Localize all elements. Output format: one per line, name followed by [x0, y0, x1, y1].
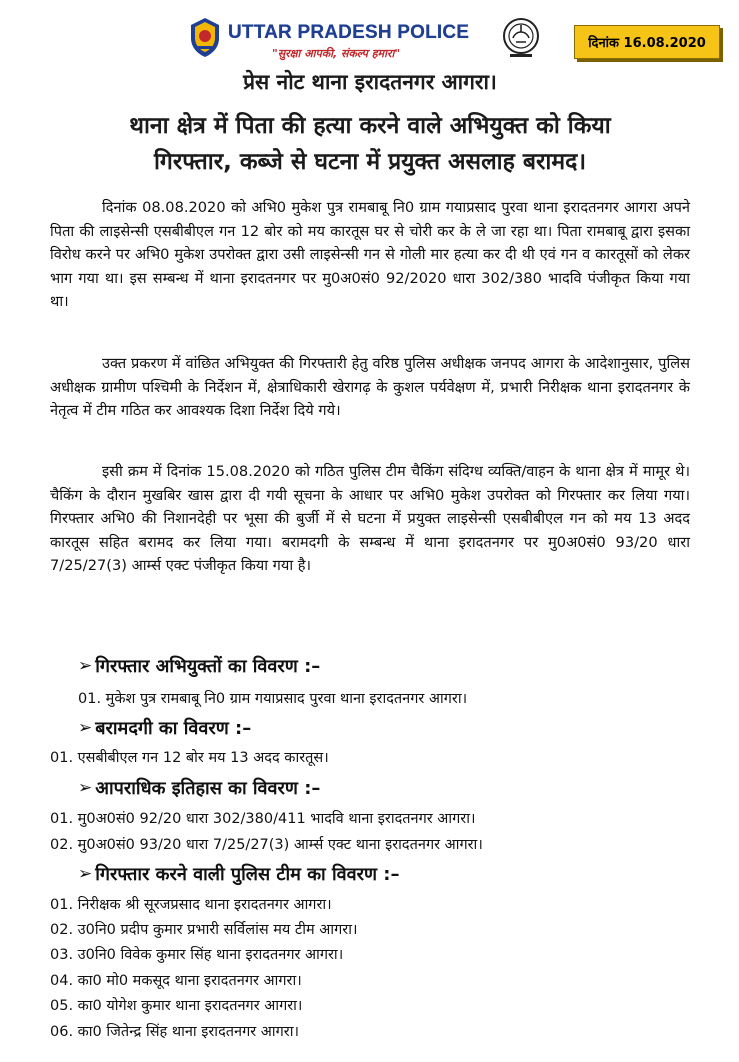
list-item: 01. मु0अ0सं0 92/20 धारा 302/380/411 भादवि थाना इरादतनगर आगरा। [50, 811, 476, 827]
section-heading-text: गिरफ्तार करने वाली पुलिस टीम का विवरण :– [95, 864, 400, 885]
up-police-badge-icon [188, 16, 222, 58]
section-heading-text: बरामदगी का विवरण :– [95, 718, 252, 739]
arrow-bullet-icon: ➢ [78, 718, 93, 738]
headline-line-2: गिरफ्तार, कब्जे से घटना में प्रयुक्त असलाह बरामद। [153, 149, 587, 175]
paragraph-incident: दिनांक 08.08.2020 को अभि0 मुकेश पुत्र रामबाबू नि0 ग्राम गयाप्रसाद पुरवा थाना इरादतनगर आगरा अपने पिता की लाइसेन्सी एसबीबीएल गन 12 बोर को मय कारतूस घर से चोरी कर के ले जा रहा था। पिता रामबाबू द्वारा इसका विरोध करने पर अभि0 मुकेश उपरोक्त द्वारा उसी लाइसेन्सी गन से गोली मार हत्या कर दी थी एवं गन व कारतूसों को लेकर भाग गया था। इस सम्बन्ध में थाना इरादतनगर पर मु0अ0सं0 92/2020 धारा 302/380 भादवि पंजीकृत किया गया था। [50, 199, 690, 311]
arrow-bullet-icon: ➢ [78, 778, 93, 798]
paragraph-team-formation: उक्त प्रकरण में वांछित अभियुक्त की गिरफ्तारी हेतु वरिष्ठ पुलिस अधीक्षक जनपद आगरा के आदेशानुसार, पुलिस अधीक्षक ग्रामीण पश्चिमी के निर्देशन में, क्षेत्राधिकारी खेरागढ़ के कुशल पर्यवेक्षण में, प्रभारी निरीक्षक थाना इरादतनगर के नेतृत्व में टीम गठित कर आवश्यक दिशा निर्देश दिये गये। [50, 355, 690, 420]
section-arrested-heading [78, 654, 320, 678]
list-item: 02. मु0अ0सं0 93/20 धारा 7/25/27(3) आर्म्स एक्ट थाना इरादतनगर आगरा। [50, 837, 483, 853]
section-heading-text: आपराधिक इतिहास का विवरण :– [95, 778, 321, 799]
date-badge: दिनांक 16.08.2020 [574, 25, 720, 59]
list-item: 01. निरीक्षक श्री सूरजप्रसाद थाना इरादतनगर आगरा। [50, 897, 332, 913]
brand-motto: "सुरक्षा आपकी, संकल्प हमारा" [272, 47, 401, 60]
letterhead [0, 0, 739, 64]
paragraph-arrest: इसी क्रम में दिनांक 15.08.2020 को गठित पुलिस टीम चैकिंग संदिग्ध व्यक्ति/वाहन के थाना क्षेत्र में मामूर थे। चैकिंग के दौरान मुखबिर खास द्वारा दी गयी सूचना के आधार पर अभि0 मुकेश उपरोक्त को गिरफ्तार कर लिया गया। गिरफ्तार अभि0 की निशानदेही पर भूसा की बुर्जी में से घटना में प्रयुक्त लाइसेन्सी एसबीबीएल गन को मय 13 अदद कारतूस सहित बरामद कर लिया गया। बरामदगी के सम्बन्ध में थाना इरादतनगर पर मु0अ0सं0 93/20 धारा 7/25/27(3) आर्म्स एक्ट पंजीकृत किया गया है। [50, 463, 690, 575]
press-note-title: प्रेस नोट थाना इरादतनगर आगरा। [243, 70, 497, 94]
list-item: 02. उ0नि0 प्रदीप कुमार प्रभारी सर्विलांस मय टीम आगरा। [50, 922, 358, 938]
section-recovery-heading [78, 716, 251, 740]
list-item: 04. का0 मो0 मकसूद थाना इरादतनगर आगरा। [50, 973, 302, 989]
arrow-bullet-icon: ➢ [78, 656, 93, 676]
up-state-emblem-icon [502, 16, 540, 60]
arrow-bullet-icon: ➢ [78, 864, 93, 884]
list-item: 01. एसबीबीएल गन 12 बोर मय 13 अदद कारतूस। [50, 750, 329, 766]
headline-line-1: थाना क्षेत्र में पिता की हत्या करने वाले अभियुक्त को किया [129, 113, 611, 139]
list-item: 01. मुकेश पुत्र रामबाबू नि0 ग्राम गयाप्रसाद पुरवा थाना इरादतनगर आगरा। [78, 691, 468, 707]
brand-name: UTTAR PRADESH POLICE [228, 22, 470, 43]
list-item: 05. का0 योगेश कुमार थाना इरादतनगर आगरा। [50, 998, 303, 1014]
list-item: 03. उ0नि0 विवेक कुमार सिंह थाना इरादतनगर आगरा। [50, 947, 344, 963]
section-criminal-history-heading [78, 776, 320, 800]
section-police-team-heading [78, 862, 399, 886]
list-item: 06. का0 जितेन्द्र सिंह थाना इरादतनगर आगरा। [50, 1024, 299, 1040]
section-heading-text: गिरफ्तार अभियुक्तों का विवरण :– [95, 656, 321, 677]
